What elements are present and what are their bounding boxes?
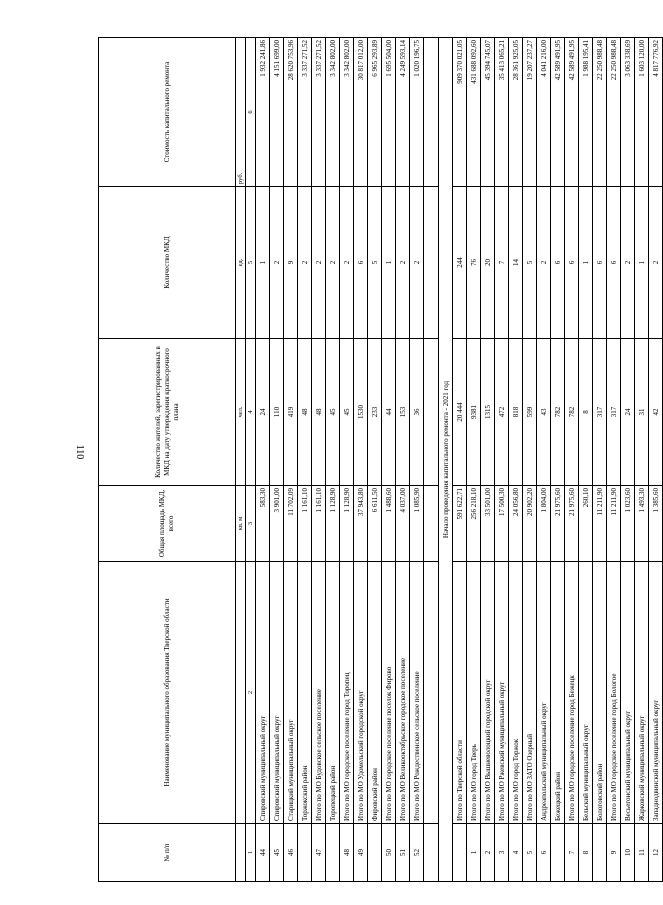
header-residents: Количество жителей, зарегистрированных в МКД на дату утверждения краткосрочного плана [99,339,236,486]
repair-cost-value: 3 337 271,52 [298,38,312,187]
row-number: 11 [635,824,649,882]
building-count-value: 6 [354,187,368,339]
area-value: 1 128,90 [326,486,340,562]
area-value: 256 218,10 [467,486,481,562]
building-count-value: 7 [495,187,509,339]
municipality-name: Итого по МО Рождественское сельское поселение [410,562,424,824]
table-row [354,38,368,882]
area-value: 1 085,90 [410,486,424,562]
repair-cost-value: 1 020 196,75 [410,38,424,187]
building-count-value: 2 [410,187,424,339]
row-number [298,824,312,882]
residents-value: 43 [537,339,551,486]
table-row [607,38,621,882]
residents-value: 317 [607,339,621,486]
building-count-value: 5 [368,187,382,339]
area-value: 1 023,60 [621,486,635,562]
table-row [467,38,481,882]
building-count-value: 76 [467,187,481,339]
row-number: 46 [284,824,298,882]
repair-cost-value: 28 361 925,05 [509,38,523,187]
unit-cell: чел. [236,339,246,486]
repair-cost-value: 35 413 065,21 [495,38,509,187]
municipality-name: Итого по МО городское поселение поселок Фирово [382,562,396,824]
building-count-value: 1 [579,187,593,339]
column-number: 5 [246,187,256,339]
units-row [236,38,246,882]
building-count-value: 2 [621,187,635,339]
municipality-name: Бельский муниципальный округ [579,562,593,824]
residents-value: 44 [382,339,396,486]
building-count-value: 2 [340,187,354,339]
building-count-value: 20 [481,187,495,339]
row-number: 47 [312,824,326,882]
repair-cost-value: 1 932 241,86 [256,38,270,187]
building-count-value: 1 [382,187,396,339]
residents-value: 782 [551,339,565,486]
area-value: 11 211,90 [593,486,607,562]
area-value: 1 161,10 [312,486,326,562]
repair-cost-value: 28 620 753,96 [284,38,298,187]
row-number: 8 [579,824,593,882]
residents-value: 472 [495,339,509,486]
row-number: 50 [382,824,396,882]
section-spacer [424,38,453,882]
residents-value: 45 [340,339,354,486]
column-number: 6 [246,38,256,187]
municipality-name: Спировский муниципальный округ [270,562,284,824]
building-count-value: 6 [551,187,565,339]
unit-cell: руб. [236,38,246,187]
building-count-value: 2 [649,187,663,339]
residents-value: 419 [284,339,298,486]
table-row [256,38,270,882]
residents-value: 317 [593,339,607,486]
repair-cost-value: 1 603 120,00 [635,38,649,187]
municipality-name: Бежецкий район [551,562,565,824]
residents-value: 48 [312,339,326,486]
residents-value: 24 [256,339,270,486]
area-value: 260,10 [579,486,593,562]
residents-value: 20 444 [453,339,467,486]
header-name: Наименование муниципального образования Тверской области [99,562,236,824]
repair-cost-value: 4 041 216,00 [537,38,551,187]
row-number: 44 [256,824,270,882]
column-number-row [246,38,256,882]
table-row [270,38,284,882]
table-body-bottom [453,38,663,882]
residents-value: 31 [635,339,649,486]
table-row [649,38,663,882]
repair-cost-value: 1 695 504,00 [382,38,396,187]
residents-value: 36 [410,339,424,486]
municipality-name: Итого по МО ЗАТО Озерный [523,562,537,824]
building-count-value: 2 [326,187,340,339]
row-number: 5 [523,824,537,882]
table-row [312,38,326,882]
area-value: 591 622,71 [453,486,467,562]
row-number: 7 [565,824,579,882]
building-count-value: 6 [607,187,621,339]
area-value: 11 211,90 [607,486,621,562]
municipality-name: Итого по МО Будовское сельское поселение [312,562,326,824]
residents-value: 45 [326,339,340,486]
building-count-value: 2 [312,187,326,339]
municipality-name: Итого по МО Удомельский городской округ [354,562,368,824]
section-row [439,38,453,882]
repair-cost-value: 22 250 988,48 [593,38,607,187]
residents-value: 24 [621,339,635,486]
row-number: 4 [509,824,523,882]
repair-cost-value: 431 688 092,60 [467,38,481,187]
unit-cell [236,824,246,882]
row-number: 10 [621,824,635,882]
municipality-name: Фировский район [368,562,382,824]
unit-cell [236,562,246,824]
building-count-value: 6 [593,187,607,339]
header-row [99,38,236,882]
repair-cost-value: 3 337 271,52 [312,38,326,187]
row-number: 51 [396,824,410,882]
table-row [298,38,312,882]
building-count-value: 6 [565,187,579,339]
row-number: 2 [481,824,495,882]
building-count-value: 244 [453,187,467,339]
building-count-value: 2 [270,187,284,339]
area-value: 3 901,00 [270,486,284,562]
municipality-name: Итого по МО городское поселение город Бологое [607,562,621,824]
table-row [284,38,298,882]
table-row [453,38,467,882]
section-title: Начало проведения капитального ремонта - 2021 год [439,38,453,882]
row-number: 48 [340,824,354,882]
residents-value: 8 [579,339,593,486]
row-number [593,824,607,882]
repair-cost-value: 42 589 491,95 [551,38,565,187]
table-row [537,38,551,882]
unit-cell: кв. м [236,486,246,562]
area-value: 6 611,50 [368,486,382,562]
residents-value: 42 [649,339,663,486]
residents-value: 233 [368,339,382,486]
rotated-table-wrapper [98,38,660,882]
residents-value: 110 [270,339,284,486]
residents-value: 818 [509,339,523,486]
row-number [368,824,382,882]
residents-value: 1530 [354,339,368,486]
table-row [481,38,495,882]
area-value: 33 501,00 [481,486,495,562]
table-row [326,38,340,882]
row-number: 49 [354,824,368,882]
municipality-name: Весьегонский муниципальный округ [621,562,635,824]
row-number [326,824,340,882]
building-count-value: 5 [523,187,537,339]
residents-value: 599 [523,339,537,486]
header-no: № п/п [99,824,236,882]
table-row [635,38,649,882]
building-count-value: 2 [396,187,410,339]
table-row [495,38,509,882]
residents-value: 153 [396,339,410,486]
row-number [551,824,565,882]
repair-cost-value: 19 207 237,27 [523,38,537,187]
building-count-value: 2 [298,187,312,339]
row-number: 45 [270,824,284,882]
header-count: Количество МКД [99,187,236,339]
municipality-name: Жарковский муниципальный округ [635,562,649,824]
municipality-name: Старицкий муниципальный округ [284,562,298,824]
municipality-name: Итого по МО Вышневолоцкий городской округ [481,562,495,824]
municipality-name: Спировский муниципальный округ [256,562,270,824]
municipality-name: Итого по МО городское поселение город Бежецк [565,562,579,824]
blank-row [424,38,439,882]
row-number: 3 [495,824,509,882]
repair-cost-value: 30 817 012,00 [354,38,368,187]
page-number: 110 [74,444,85,460]
row-number [453,824,467,882]
building-count-value: 1 [256,187,270,339]
column-number: 3 [246,486,256,562]
table-row [593,38,607,882]
repair-cost-value: 4 151 699,00 [270,38,284,187]
area-value: 20 902,20 [523,486,537,562]
building-count-value: 14 [509,187,523,339]
municipality-name: Итого по МО Великооктябрьское городское поселение [396,562,410,824]
municipality-name: Итого по Тверской области [453,562,467,824]
repair-cost-value: 3 342 802,00 [340,38,354,187]
municipality-name: Итого по МО город Тверь [467,562,481,824]
table-row [396,38,410,882]
area-value: 583,30 [256,486,270,562]
repair-cost-value: 6 965 293,89 [368,38,382,187]
area-value: 24 056,80 [509,486,523,562]
repair-cost-value: 909 370 021,05 [453,38,467,187]
area-value: 4 037,00 [396,486,410,562]
area-value: 1 488,60 [382,486,396,562]
area-value: 1 385,60 [649,486,663,562]
municipality-name: Итого по МО Ржевский муниципальный округ [495,562,509,824]
table-body-top [256,38,424,882]
repair-cost-value: 3 063 338,69 [621,38,635,187]
area-value: 11 702,09 [284,486,298,562]
row-number: 1 [467,824,481,882]
column-number: 1 [246,824,256,882]
row-number: 52 [410,824,424,882]
table-row [382,38,396,882]
unit-cell: ед. [236,187,246,339]
header-area: Общая площадь МКД, всего [99,486,236,562]
row-number: 6 [537,824,551,882]
table-row [551,38,565,882]
table-row [340,38,354,882]
table-row [565,38,579,882]
table-row [368,38,382,882]
area-value: 21 975,60 [551,486,565,562]
building-count-value: 9 [284,187,298,339]
repair-cost-value: 42 589 491,95 [565,38,579,187]
table-viewport [98,38,660,882]
repair-cost-table [98,37,663,882]
area-value: 1 161,10 [298,486,312,562]
repair-cost-value: 4 249 593,14 [396,38,410,187]
table-row [410,38,424,882]
residents-value: 48 [298,339,312,486]
area-value: 1 493,30 [635,486,649,562]
residents-value: 782 [565,339,579,486]
repair-cost-value: 4 817 776,92 [649,38,663,187]
row-number: 9 [607,824,621,882]
repair-cost-value: 45 394 745,07 [481,38,495,187]
row-number: 12 [649,824,663,882]
building-count-value: 2 [537,187,551,339]
table-row [579,38,593,882]
municipality-name: Западнодвинский муниципальный округ [649,562,663,824]
area-value: 1 128,90 [340,486,354,562]
municipality-name: Бологовский район [593,562,607,824]
table-row [621,38,635,882]
area-value: 17 500,30 [495,486,509,562]
area-value: 37 943,80 [354,486,368,562]
residents-value: 1315 [481,339,495,486]
repair-cost-value: 3 342 802,00 [326,38,340,187]
column-number: 2 [246,562,256,824]
area-value: 21 975,60 [565,486,579,562]
municipality-name: Торжокский район [298,562,312,824]
area-value: 1 804,00 [537,486,551,562]
table-row [523,38,537,882]
municipality-name: Андреапольский муниципальный округ [537,562,551,824]
municipality-name: Торопецкий район [326,562,340,824]
municipality-name: Итого по МО городское поселение город Торопец [340,562,354,824]
building-count-value: 1 [635,187,649,339]
table-row [509,38,523,882]
residents-value: 9381 [467,339,481,486]
column-number: 4 [246,339,256,486]
municipality-name: Итого по МО город Торжок [509,562,523,824]
header-cost: Стоимость капитального ремонта [99,38,236,187]
repair-cost-value: 22 250 988,48 [607,38,621,187]
repair-cost-value: 1 988 195,41 [579,38,593,187]
